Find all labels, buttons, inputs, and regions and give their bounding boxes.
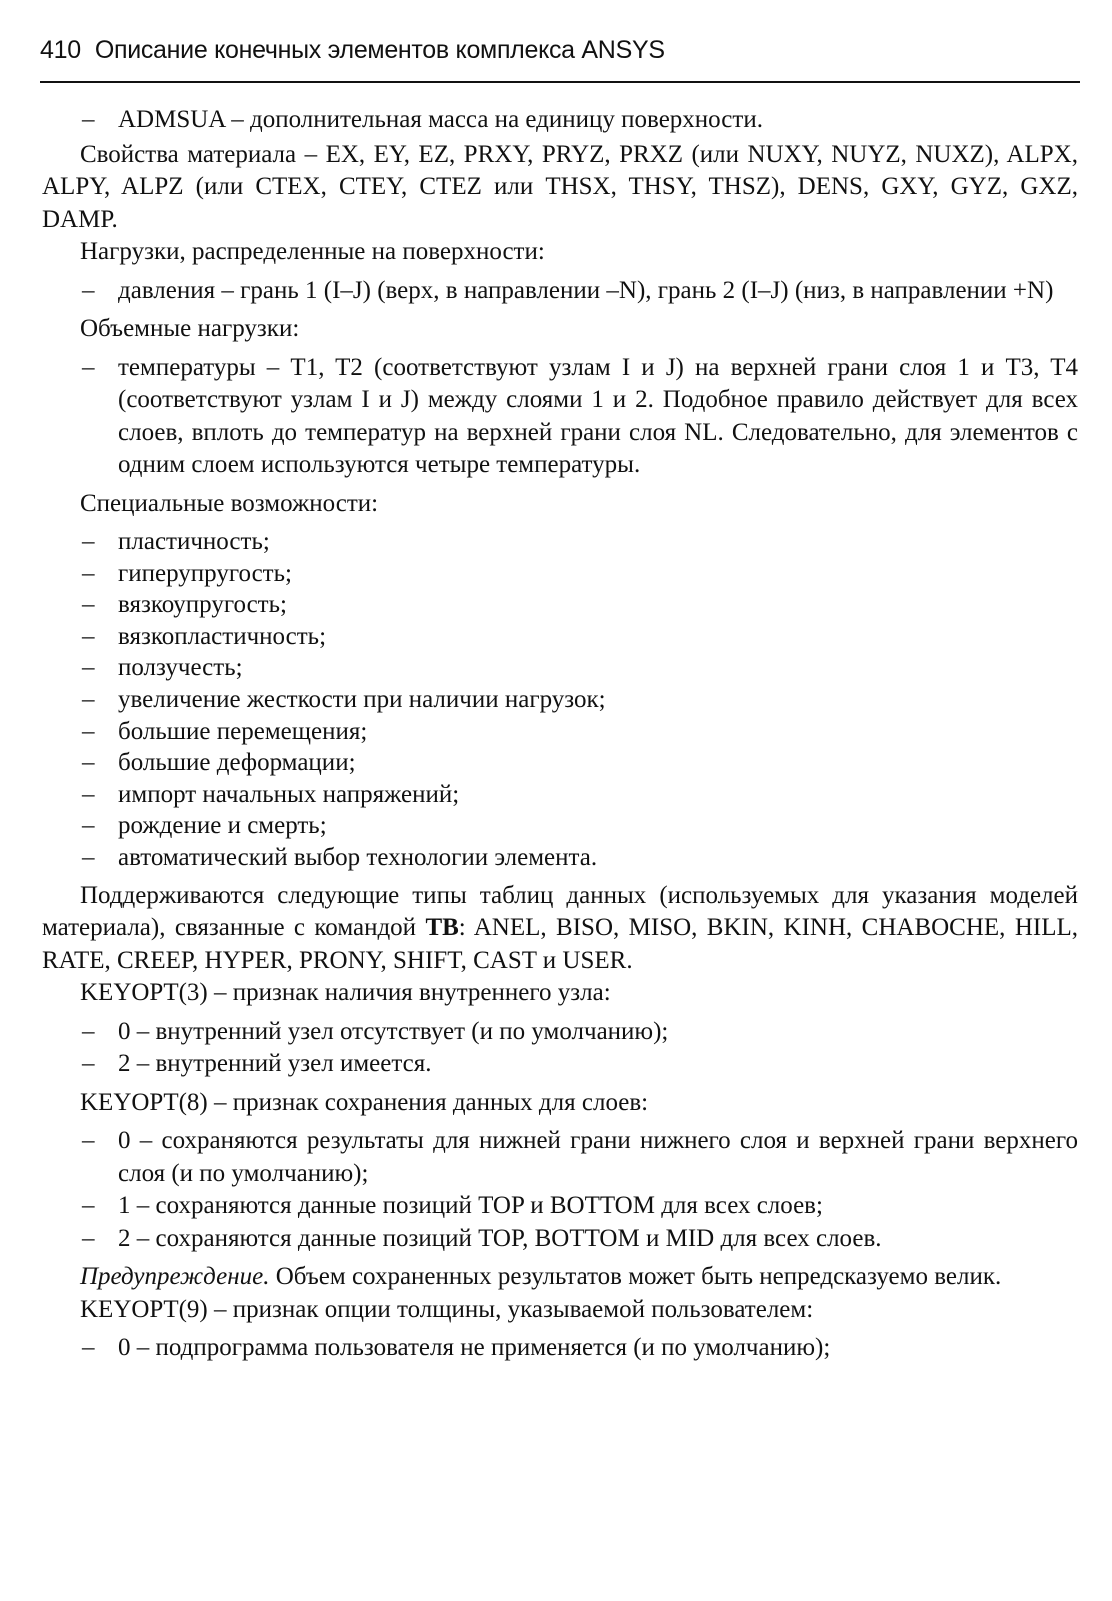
warning-paragraph bbox=[42, 1261, 1078, 1294]
tb-command: TB bbox=[425, 914, 459, 942]
body-loads-list bbox=[42, 352, 1078, 482]
warning-label: Предупреждение. bbox=[80, 1263, 270, 1291]
list-item: – вязкопластичность; bbox=[42, 621, 1078, 653]
page-number: 410 bbox=[40, 36, 81, 64]
list-item: – 2 – внутренний узел имеется. bbox=[42, 1048, 1078, 1081]
material-properties-paragraph: Свойства материала – EX, EY, EZ, PRXY, PRYZ, PRXZ (или NUXY, NUYZ, NUXZ), ALPX, ALPY, ALPZ (или CTEX, CTEY, CTEZ или THSX, THSY, THSZ), DENS, GXY, GYZ, GXZ, DAMP. bbox=[42, 140, 1078, 233]
special-features-list bbox=[42, 526, 1078, 874]
list-item: – ADMSUA – дополнительная масса на единицу поверхности. bbox=[42, 104, 1078, 137]
list-item: – 1 – сохраняются данные позиций TOP и BOTTOM для всех слоев; bbox=[42, 1190, 1078, 1223]
list-item: – импорт начальных напряжений; bbox=[42, 779, 1078, 811]
running-header bbox=[40, 36, 1080, 65]
keyopt8-list bbox=[42, 1125, 1078, 1255]
data-tables-list-text: : ANEL, BISO, MISO, BKIN, KINH, CHABOCHE, HILL, RATE, CREEP, HYPER, PRONY, SHIFT, CAST и USER. bbox=[42, 914, 1078, 974]
special-features-heading: Специальные возможности: bbox=[80, 489, 379, 517]
list-item: – 0 – подпрограмма пользователя не применяется (и по умолчанию); bbox=[42, 1332, 1078, 1365]
surface-loads-heading: Нагрузки, распределенные на поверхности: bbox=[80, 238, 545, 265]
body-loads-heading: Объемные нагрузки: bbox=[80, 315, 300, 342]
list-item: – большие перемещения; bbox=[42, 716, 1078, 748]
admsua-list bbox=[42, 104, 1078, 137]
header-rule bbox=[40, 81, 1080, 83]
data-tables-text: Поддерживаются следующие типы таблиц данных (используемых для указания моделей материала), связанные с командой bbox=[42, 881, 1078, 942]
page-body bbox=[42, 104, 1078, 1365]
list-item: – 0 – внутренний узел отсутствует (и по умолчанию); bbox=[42, 1016, 1078, 1049]
list-item: – 0 – сохраняются результаты для нижней грани нижнего слоя и верхней грани верхнего слоя (и по умолчанию); bbox=[42, 1125, 1078, 1190]
keyopt8-heading: KEYOPT(8) – признак сохранения данных для слоев: bbox=[80, 1088, 649, 1116]
list-item: – температуры – T1, T2 (соответствуют узлам I и J) на верхней грани слоя 1 и T3, T4 (соответствуют узлам I и J) между слоями 1 и 2. Подобное правило действует для всех слоев, вплоть до температур на верхней грани слоя NL. Следовательно, для элементов с одним слоем используются четыре температуры. bbox=[42, 352, 1078, 482]
list-item: – вязкоупругость; bbox=[42, 589, 1078, 621]
data-tables-paragraph bbox=[42, 880, 1078, 978]
list-item: – 2 – сохраняются данные позиций TOP, BOTTOM и MID для всех слоев. bbox=[42, 1223, 1078, 1256]
list-item: – гиперупругость; bbox=[42, 558, 1078, 590]
list-item: – давления – грань 1 (I–J) (верх, в направлении –N), грань 2 (I–J) (низ, в направлении +N) bbox=[42, 275, 1078, 308]
surface-loads-list bbox=[42, 275, 1078, 308]
keyopt9-list bbox=[42, 1332, 1078, 1365]
header-title: Описание конечных элементов комплекса ANSYS bbox=[94, 36, 665, 64]
list-item: – ползучесть; bbox=[42, 652, 1078, 684]
list-item: – автоматический выбор технологии элемента. bbox=[42, 842, 1078, 874]
warning-text: Объем сохраненных результатов может быть непредсказуемо велик. bbox=[269, 1263, 1002, 1291]
list-item: – большие деформации; bbox=[42, 747, 1078, 779]
keyopt3-list bbox=[42, 1016, 1078, 1081]
keyopt9-heading: KEYOPT(9) – признак опции толщины, указываемой пользователем: bbox=[80, 1295, 814, 1323]
list-item: – пластичность; bbox=[42, 526, 1078, 558]
list-item: – рождение и смерть; bbox=[42, 810, 1078, 842]
keyopt3-heading: KEYOPT(3) – признак наличия внутреннего узла: bbox=[80, 979, 611, 1007]
list-item: – увеличение жесткости при наличии нагрузок; bbox=[42, 684, 1078, 716]
